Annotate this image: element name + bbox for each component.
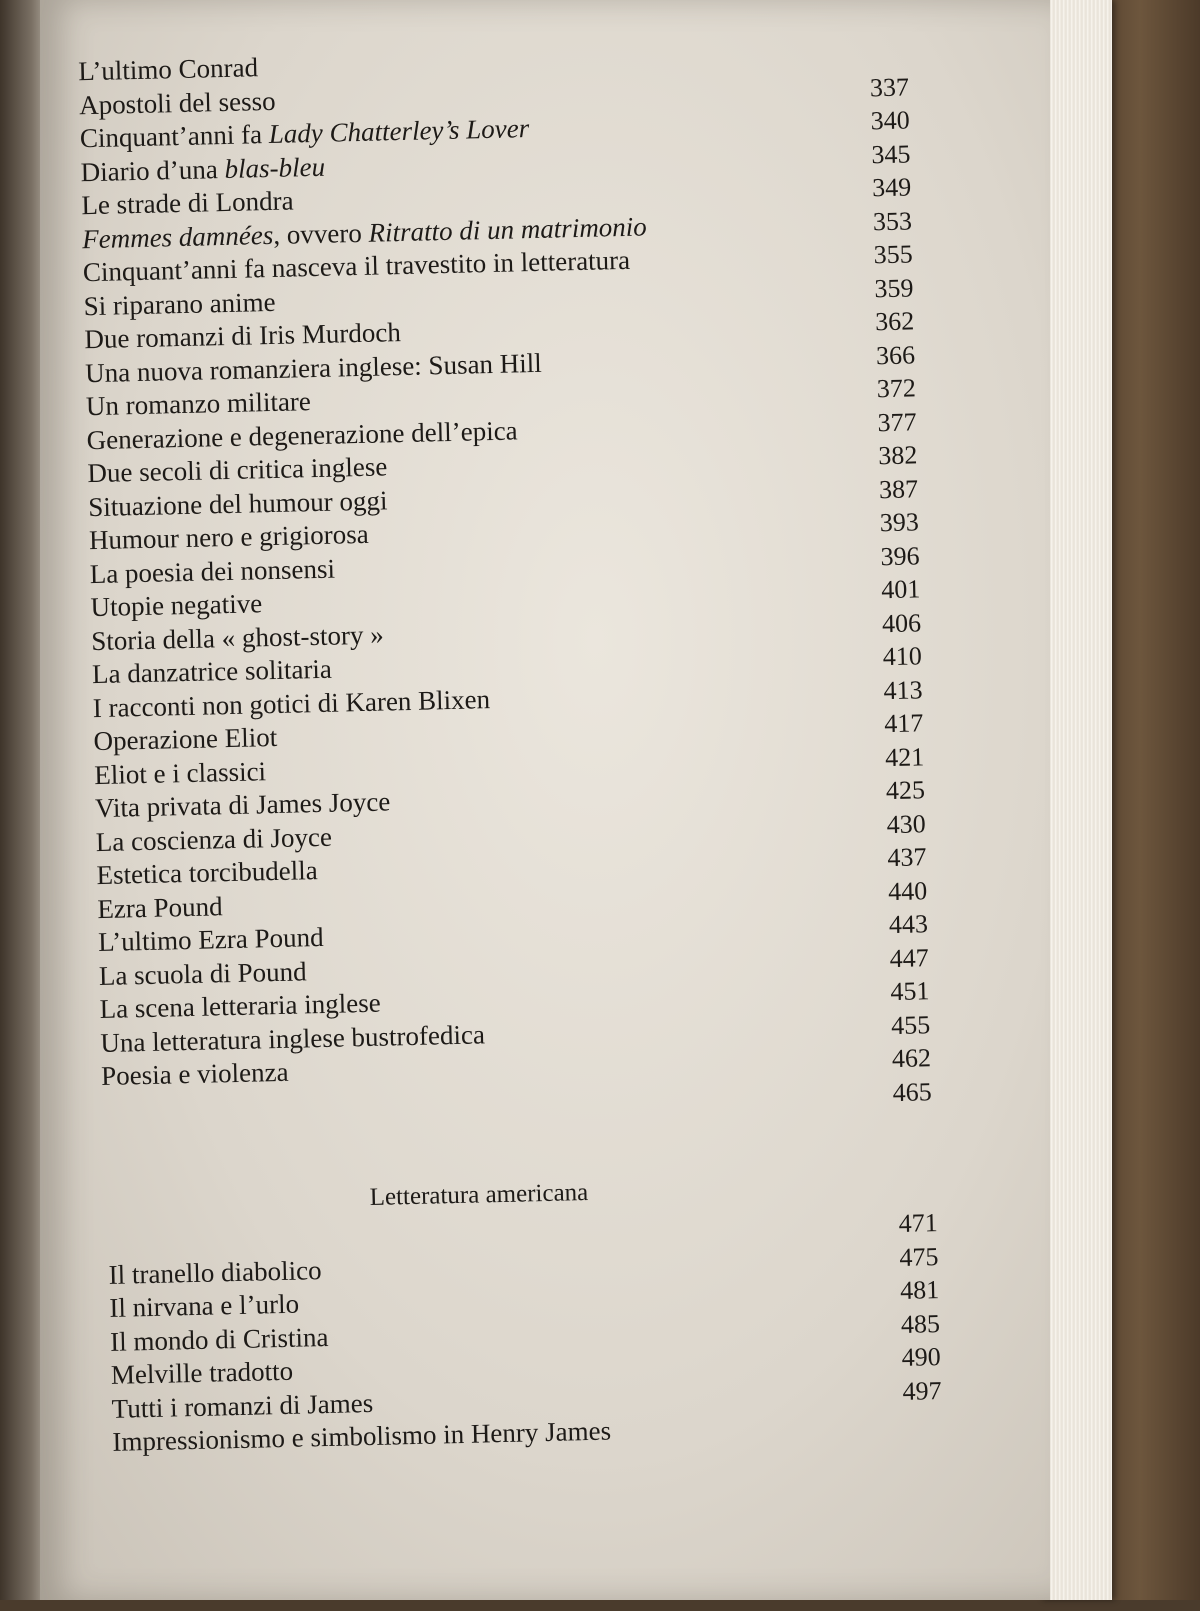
entry-title (89, 552, 335, 591)
entry-page-number: 421 (884, 741, 925, 772)
entry-page-number: 355 (873, 239, 914, 270)
entry-title-part: Utopie negative (90, 588, 263, 623)
entry-page-number: 471 (898, 1208, 939, 1238)
entry-title (79, 84, 276, 122)
entry-page-number: 401 (880, 574, 921, 605)
entry-page-number: 359 (874, 272, 914, 303)
entry-title-part: Operazione Eliot (93, 721, 278, 757)
entry-title-part: I racconti non gotici di Karen Blixen (92, 683, 491, 723)
entry-page-number: 353 (872, 205, 913, 236)
entry-title (83, 285, 276, 323)
entry-title-part: blas-bleu (224, 151, 326, 184)
entry-title-part: Estetica torcibudella (96, 855, 319, 891)
entry-page-number: 475 (899, 1241, 939, 1272)
entry-title-part: Il tranello diabolico (108, 1254, 322, 1290)
entry-title-part: Due secoli di critica inglese (87, 451, 388, 489)
entry-page-number: 340 (870, 105, 910, 136)
entry-title-part: Due romanzi di Iris Murdoch (84, 317, 402, 355)
entry-title-part: Situazione del humour oggi (87, 484, 388, 522)
book-page (40, 0, 1050, 1600)
entry-page-number: 465 (892, 1076, 933, 1107)
entry-title (97, 890, 223, 926)
section-heading: Letteratura americana (369, 1179, 589, 1211)
entry-page-number: 372 (876, 373, 917, 404)
entry-title-part: La coscienza di Joyce (95, 821, 333, 857)
entry-page-number: 345 (871, 138, 911, 169)
entry-title-part: Impressionismo e simbolismo in Henry James (112, 1415, 612, 1457)
entry-page-number: 451 (890, 976, 930, 1007)
entry-title (93, 721, 277, 759)
entry-page-number: 362 (874, 306, 915, 337)
page-content (22, 0, 1068, 1611)
table-of-contents-english (78, 36, 932, 1127)
entry-title-part: Le strade di Londra (81, 185, 294, 221)
entry-title-part: Humour nero e grigiorosa (88, 518, 369, 556)
entry-title-part: Una letteratura inglese bustrofedica (100, 1018, 486, 1058)
entry-title (92, 653, 333, 692)
entry-title-part: Vita privata di James Joyce (94, 786, 391, 824)
entry-title-part: Si riparano anime (83, 286, 276, 321)
entry-page-number: 377 (877, 406, 917, 437)
entry-title-part: La scuola di Pound (98, 955, 307, 991)
entry-title-part: , ovvero (272, 217, 369, 250)
entry-title (109, 1288, 299, 1326)
entry-page-number: 485 (900, 1308, 941, 1339)
entry-page-number: 393 (879, 507, 920, 538)
entry-page-number: 462 (891, 1043, 932, 1074)
entry-title (80, 150, 325, 189)
entry-title-part: Ritratto di un matrimonio (368, 210, 648, 248)
entry-title-part: Una nuova romanziera inglese: Susan Hill (84, 347, 543, 388)
table-of-contents-american (108, 1206, 943, 1459)
entry-title (95, 820, 332, 859)
entry-title (94, 755, 266, 792)
entry-title (90, 587, 262, 624)
entry-page-number: 443 (888, 909, 929, 940)
entry-title-part: Cinquant’anni fa (79, 118, 270, 154)
entry-title-part: La danzatrice solitaria (91, 653, 333, 690)
entry-title (96, 854, 318, 893)
entry-title-part: Tutti i romanzi di James (111, 1387, 374, 1424)
entry-title-part: Femmes damnées (81, 219, 274, 254)
entry-page-number: 447 (889, 942, 929, 973)
entry-title-part: Poesia e violenza (100, 1056, 289, 1092)
entry-page-number: 410 (882, 641, 923, 672)
entry-title-part: La poesia dei nonsensi (89, 553, 336, 589)
entry-title-part: La scena letteraria inglese (99, 987, 381, 1025)
entry-page-number: 396 (880, 540, 920, 571)
entry-page-number: 430 (886, 808, 926, 839)
entry-title (99, 955, 307, 993)
entry-title-part: Il mondo di Cristina (109, 1321, 329, 1357)
entry-title (86, 385, 312, 424)
entry-title (111, 1355, 294, 1393)
entry-title-part: Ezra Pound (97, 890, 223, 924)
entry-title-part: L’ultimo Conrad (78, 52, 259, 87)
entry-page-number: 413 (883, 674, 923, 705)
entry-title (78, 51, 258, 89)
entry-page-number: 481 (899, 1275, 940, 1305)
entry-title-part: Un romanzo militare (85, 386, 312, 422)
entry-title-part: Generazione e degenerazione dell’epica (86, 414, 518, 455)
entry-title-part: Diario d’una (80, 153, 225, 187)
entry-page-number: 417 (884, 708, 924, 739)
entry-page-number: 366 (875, 339, 916, 370)
entry-title-part: Apostoli del sesso (78, 85, 276, 120)
entry-title-part: Lady Chatterley’s Lover (268, 113, 530, 149)
entry-title-part: Il nirvana e l’urlo (109, 1288, 300, 1323)
entry-page-number: 440 (887, 875, 928, 906)
entry-title-part: L’ultimo Ezra Pound (97, 921, 324, 958)
entry-title (110, 1320, 329, 1358)
entry-page-number: 387 (878, 473, 919, 504)
entry-title-part: Storia della « ghost-story » (90, 619, 385, 656)
entry-page-number: 490 (901, 1342, 942, 1372)
entry-title-part: Eliot e i classici (93, 755, 267, 790)
entry-page-number: 382 (877, 440, 918, 471)
entry-title (81, 184, 294, 222)
entry-title-part: Cinquant’anni fa nasceva il travestito in letteratura (82, 244, 631, 288)
entry-page-number: 337 (869, 71, 910, 102)
entry-page-number: 349 (871, 172, 912, 203)
entry-title-part: Melville tradotto (110, 1355, 294, 1390)
entry-title (98, 921, 324, 960)
entry-page-number: 406 (881, 607, 922, 638)
entry-title (101, 1056, 289, 1094)
entry-title (108, 1254, 322, 1292)
entry-page-number: 437 (887, 842, 927, 873)
entry-page-number: 455 (890, 1009, 931, 1040)
entry-page-number: 425 (885, 775, 926, 806)
entry-page-number: 497 (902, 1375, 942, 1406)
